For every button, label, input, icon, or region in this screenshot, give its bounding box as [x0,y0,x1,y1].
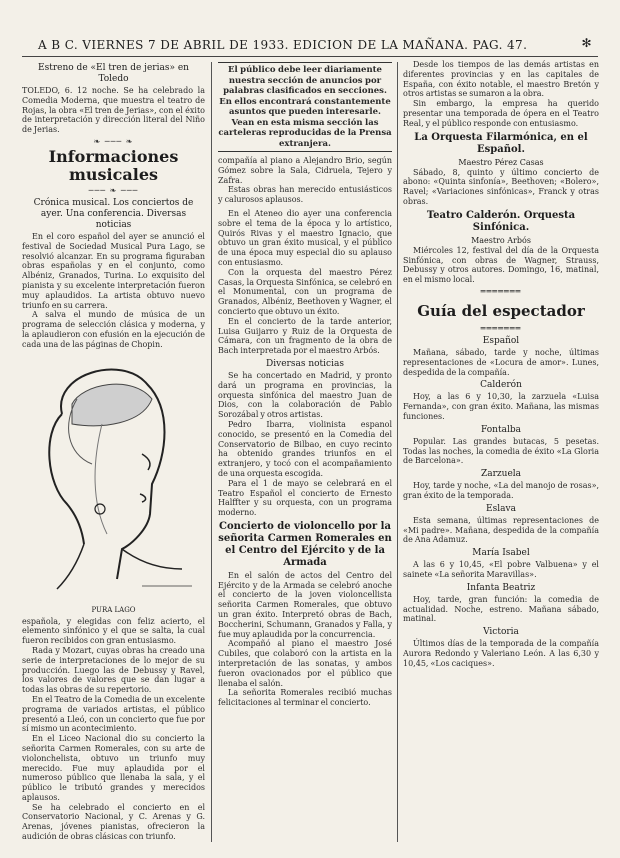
intro-title: Estreno de «El tren de jerias» en Toledo [38,63,189,84]
concert-text: Sábado, 8, quinto y último concierto de abono: «Quinta sinfonía», Beethoven; «Bolero», Ravel; «Variaciones sinfónicas», Franck y otras obras. [403,167,599,206]
article-paragraph: española, y elegidas con feliz acierto, el elemento sinfónico y el que se salta, la cual fueron recibidos con gran entusiasmo. [22,616,205,646]
section-subtitle: Crónica musical. Los conciertos de ayer. Una conferencia. Diversas noticias [33,197,194,230]
intro-text: TOLEDO, 6. 12 noche. Se ha celebrado la Comedia Moderna, que muestra el teatro de Rojas, la obra «El tren de Jerias», con el éxito de interpretación y dirección literal del Niño de Jerias. [22,86,205,135]
theater-listing [403,336,599,377]
theater-name: Fontalba [481,424,521,435]
theater-text: Mañana, sábado, tarde y noche, últimas representaciones de «Locura de amor». Lunes, despedida de la compañía. [403,347,599,377]
article-paragraph: Desde los tiempos de las demás artistas en diferentes provincias y en las capitales de España, con éxito notable, el maestro Bretón y otros artistas se sumaron a la obra. [403,60,599,99]
concert-subheading: Maestro Arbós [471,235,531,245]
article-paragraph: Para el 1 de mayo se celebrará en el Teatro Español el concierto de Ernesto Halffter y su orquesta, con un programa moderno. [218,478,392,518]
ornament-divider: ═══════ [480,286,522,296]
article-paragraph: En el coro español del ayer se anunció el festival de Sociedad Musical Pura Lago, se resolvió alcanzar. En su programa figuraban obras españolas y en el conjunto, como Albéniz, Granados, Turina. Lo exquisito del pianista y su excelente interpretación fueron muy aplaudidos. La artista obtuvo nuevo triunfo en su carrera. [22,231,205,310]
notice-box [218,62,392,152]
header-rule [22,56,598,57]
portrait-drawing [22,354,205,604]
article-paragraph: En el salón de actos del Centro del Ejército y de la Armada se celebró anoche el concierto de la joven violoncellista señorita Carmen Romerales, que obtuvo un gran éxito. Interpretó obras de Bach, Boccherini, Schumann, Granados y Falla, y fue muy aplaudida por la concurrencia. [218,570,392,639]
section-title: Informaciones musicales [48,146,179,184]
column-middle [218,60,392,850]
concert-heading-filarmonica: La Orquesta Filarmónica, en el Español. [414,131,588,155]
subheading-diversas-noticias: Diversas noticias [266,358,344,369]
article-paragraph: En el concierto de la tarde anterior, Luisa Guijarro y Ruiz de la Orquesta de Cámara, con un fragmento de la obra de Bach interpretada por el maestro Arbós. [218,316,392,356]
article-paragraph: Con la orquesta del maestro Pérez Casas, la Orquesta Sinfónica, se celebró en el Monumental, con un programa de Granados, Albéniz, Beethoven y Wagner, el concierto que obtuvo un éxito. [218,267,392,316]
concert-text: Miércoles 12, festival del día de la Orquesta Sinfónica, con obras de Wagner, Strauss, Debussy y otros autores. Domingo, 16, matinal, en el mismo local. [403,245,599,285]
theater-text: Últimos días de la temporada de la compañía Aurora Redondo y Valeriano León. A las 6,30 y 10,45, «Los caciques». [403,639,599,668]
theater-listing [403,425,599,466]
theater-text: A las 6 y 10,45, «El pobre Valbuena» y el sainete «La señorita Maravillas». [403,560,599,579]
article-paragraph: Se ha celebrado el concierto en el Conservatorio Nacional, y C. Arenas y G. Arenas, jóvenes pianistas, ofrecieron la audición de obras clásicas con triunfo. [22,802,205,842]
header-text: A B C. VIERNES 7 DE ABRIL DE 1933. EDICION DE LA MAÑANA. PAG. 47. [38,38,528,52]
article-paragraph: Sin embargo, la empresa ha querido presentar una temporada de ópera en el Teatro Real, y el público responde con entusiasmo. [403,99,599,128]
header-star-icon: ✻ [581,36,592,50]
theater-name: María Isabel [472,548,530,559]
theater-name: Eslava [486,503,516,514]
ornament-divider: ❧ ─── ❧ [93,136,134,146]
theater-name: Infanta Beatriz [466,582,536,593]
theater-name: Zarzuela [480,469,522,480]
article-paragraph: En el Teatro de la Comedia de un excelente programa de variados artistas, el público presentó a Lleó, con un concierto que fue por sí mismo un acontecimiento. [22,694,205,734]
theater-name: Español [482,335,520,346]
theater-text: Esta semana, últimas representaciones de «Mi padre». Mañana, despedida de la compañía de Ana Adamuz. [403,515,599,545]
column-divider-2 [397,62,398,842]
concert-subheading: Maestro Pérez Casas [458,157,544,167]
theater-listing [403,548,599,580]
article-paragraph: compañía al piano a Alejandro Brio, según Gómez sobre la Sala, Cidruela, Tejero y Zafra. [218,156,392,185]
theater-listing [403,627,599,668]
notice-text: El público debe leer diariamente nuestra sección de anuncios por palabras clasificados en secciones. En ellos encontrará constantemente asuntos que pueden interesarle. Vean en esta misma sección las carteleras reproducidas de la Prensa extranjera. [218,65,392,149]
theater-name: Victoria [483,627,519,638]
theater-text: Hoy, a las 6 y 10,30, la zarzuela «Luisa Fernanda», con gran éxito. Mañana, las mismas funciones. [403,392,599,421]
theater-listing [403,583,599,624]
portrait-caption: PURA LAGO [91,605,136,614]
article-paragraph: Se ha concertado en Madrid, y pronto dará un programa en provincias, la orquesta sinfónica del maestro Juan de Dios, con la colaboración de Pablo Sorozábal y otros artistas. [218,370,392,420]
article-paragraph: A salva el mundo de música de un programa de selección clásica y moderna, y la aplaudieron con efusión en la ejecución de cada una de las páginas de Chopin. [22,310,205,349]
ornament-divider: ═══════ [480,323,522,333]
guia-title: Guía del espectador [417,301,585,320]
theater-name: Calderón [480,380,522,391]
article-paragraph: Pedro Ibarra, violinista espanol conocido, se presentó en la Comedia del Conservatorio de Bilbao, en cuyo recinto ha obtenido grandes triunfos en el extranjero, y tocó con el acompañamiento de una orquesta escogida. [218,419,392,478]
article-paragraph: Acompañó al piano el maestro José Cubiles, que colaboró con la artista en la interpretación de las sonatas, y ambos fueron ovacionados por el público que llenaba el salón. [218,639,392,688]
subheading-concierto-romerales: Concierto de violoncello por la señorita Carmen Romerales en el Centro del Ejército y de la Armada [218,520,392,568]
article-paragraph: En el Ateneo dio ayer una conferencia sobre el tema de la época y lo artístico, Quirós Rivas y el maestro Ignacio, que obtuvo un gran éxito musical, y el público de una época muy especial dio su aplauso con entusiasmo. [218,208,392,267]
theater-listing [403,469,599,501]
article-paragraph: Rada y Mozart, cuyas obras ha creado una serie de interpretaciones de lo mejor de su producción. Luego las de Debussy y Ravel, los valores de valores que se dan lugar a todas las obras de su repertorio. [22,645,205,695]
article-paragraph: En el Liceo Nacional dio su concierto la señorita Carmen Romerales, con su arte de violonchelista, obtuvo un triunfo muy merecido. Fue muy aplaudida por el numeroso público que llenaba la sala, y el público le tributó grandes y merecidos aplausos. [22,734,205,802]
column-right [403,60,599,850]
portrait-illustration [22,354,205,604]
article-paragraph: Estas obras han merecido entusiásticos y calurosos aplausos. [218,185,392,205]
theater-listing [403,504,599,545]
article-paragraph: La señorita Romerales recibió muchas felicitaciones al terminar el concierto. [218,688,392,708]
column-left [22,60,205,850]
theater-text: Hoy, tarde, gran función: la comedia de actualidad. Noche, estreno. Mañana sábado, matinal. [403,594,599,624]
ornament-divider: ─── ❧ ─── [88,185,139,195]
theater-listing [403,380,599,421]
theater-text: Popular. Las grandes butacas, 5 pesetas. Todas las noches, la comedia de éxito «La Gloria de Barcelona». [403,436,599,466]
concert-heading-calderon: Teatro Calderón. Orquesta Sinfónica. [426,209,576,233]
column-divider-1 [211,62,212,842]
page-header [38,36,598,54]
theater-text: Hoy, tarde y noche, «La del manojo de rosas», gran éxito de la temporada. [403,481,599,500]
